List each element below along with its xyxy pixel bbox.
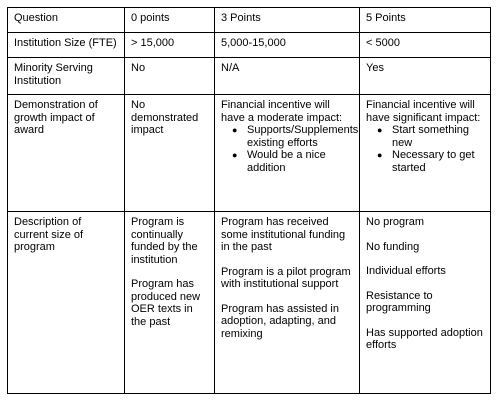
institution-size-three: 5,000-15,000: [215, 33, 360, 58]
program-size-question: Description of current size of program: [8, 212, 125, 394]
paragraph: Individual efforts: [366, 265, 446, 277]
growth-impact-five-intro: Financial incentive will have significant impact:: [366, 99, 481, 124]
minority-serving-three: N/A: [215, 58, 360, 95]
header-row: [8, 8, 491, 33]
program-size-zero: [125, 212, 215, 394]
growth-impact-five-bullets: [366, 124, 484, 174]
minority-serving-question: Minority Serving Institution: [8, 58, 125, 95]
growth-impact-three-intro: Financial incentive will have a moderate impact:: [221, 99, 343, 124]
paragraph: No program: [366, 216, 425, 228]
paragraph: Program is continually funded by the institution: [131, 216, 198, 266]
minority-serving-five: Yes: [360, 58, 491, 95]
minority-serving-row: [8, 58, 491, 95]
growth-impact-row: [8, 95, 491, 212]
paragraph: Has supported adoption efforts: [366, 326, 483, 351]
institution-size-question: Institution Size (FTE): [8, 33, 125, 58]
growth-impact-three: [215, 95, 360, 212]
paragraph: Program has produced new OER texts in the past: [131, 278, 201, 328]
paragraph: No funding: [366, 240, 420, 253]
growth-impact-five: [360, 95, 491, 212]
growth-impact-three-bullets: [221, 124, 359, 174]
institution-size-zero: > 15,000: [125, 33, 215, 58]
paragraph: Resistance to programming: [366, 289, 433, 314]
header-zero-points: 0 points: [125, 8, 215, 33]
program-size-row: [8, 212, 491, 394]
header-five-points: 5 Points: [360, 8, 491, 33]
list-item: ● Start something new: [392, 124, 484, 149]
institution-size-five: < 5000: [360, 33, 491, 58]
header-three-points: 3 Points: [215, 8, 360, 33]
program-size-three: [215, 212, 360, 394]
list-item: ● Necessary to get started: [392, 149, 484, 174]
paragraph: Program has received some institutional funding in the past: [221, 216, 346, 253]
growth-impact-question: Demonstration of growth impact of award: [8, 95, 125, 212]
paragraph: Program has assisted in adoption, adapting, and remixing: [221, 302, 339, 340]
minority-serving-zero: No: [125, 58, 215, 95]
paragraph: Program is a pilot program with institutional support: [221, 265, 351, 290]
header-question: Question: [8, 8, 125, 33]
growth-impact-zero: No demonstrated impact: [125, 95, 215, 212]
institution-size-row: [8, 33, 491, 58]
scoring-rubric-table: [7, 7, 491, 394]
list-item: ● Would be a nice addition: [247, 149, 353, 174]
program-size-five: [360, 212, 491, 394]
list-item: ● Supports/Supplements existing efforts: [247, 124, 353, 149]
